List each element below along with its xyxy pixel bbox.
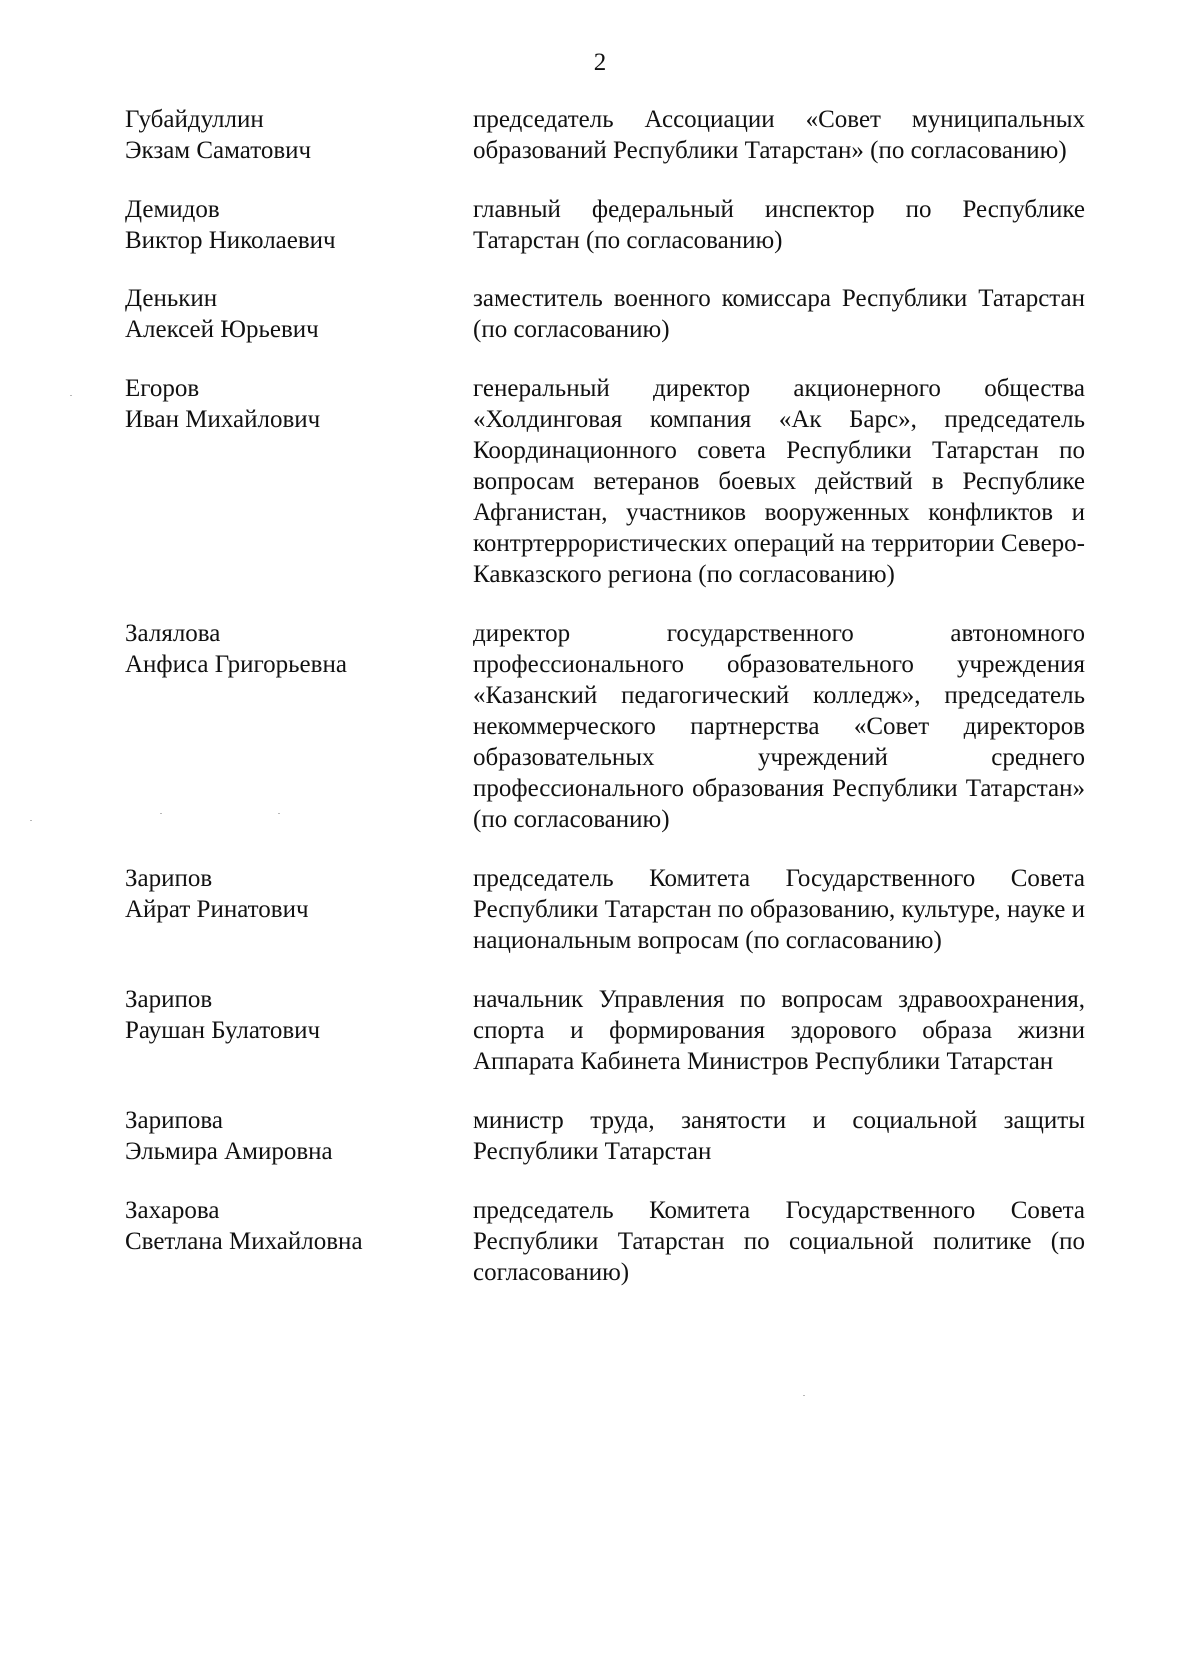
member-name xyxy=(125,104,473,166)
member-surname: Зарипова xyxy=(125,1107,223,1134)
member-name xyxy=(125,283,473,345)
member-position-text: министр труда, занятости и социальной защиты Республики Татарстан xyxy=(473,1107,1085,1165)
member-position xyxy=(473,373,1085,590)
member-position-text: начальник Управления по вопросам здравоохранения, спорта и формирования здорового образа жизни Аппарата Кабинета Министров Республики Татарстан xyxy=(473,986,1085,1075)
member-given-names: Эльмира Амировна xyxy=(125,1138,333,1165)
member-given-names: Светлана Михайловна xyxy=(125,1228,363,1255)
member-surname: Демидов xyxy=(125,196,220,223)
member-given-names: Анфиса Григорьевна xyxy=(125,651,347,678)
member-surname: Залялова xyxy=(125,620,221,647)
member-position xyxy=(473,104,1085,166)
member-name xyxy=(125,194,473,256)
member-surname: Денькин xyxy=(125,285,218,312)
member-position-text: председатель Ассоциации «Совет муниципальных образований Республики Татарстан» (по согласованию) xyxy=(473,106,1085,164)
member-given-names: Иван Михайлович xyxy=(125,406,321,433)
member-position xyxy=(473,283,1085,345)
member-position-text: председатель Комитета Государственного Совета Республики Татарстан по социальной политике (по согласованию) xyxy=(473,1197,1085,1286)
member-name xyxy=(125,373,473,435)
member-name xyxy=(125,984,473,1046)
member-entry xyxy=(125,373,1085,590)
member-position xyxy=(473,984,1085,1077)
scan-speck xyxy=(30,820,32,821)
page-number: 2 xyxy=(593,49,607,76)
member-given-names: Виктор Николаевич xyxy=(125,227,336,254)
member-given-names: Алексей Юрьевич xyxy=(125,316,319,343)
member-given-names: Экзам Саматович xyxy=(125,137,312,164)
member-surname: Захарова xyxy=(125,1197,220,1224)
member-entry xyxy=(125,194,1085,256)
member-position xyxy=(473,618,1085,835)
member-surname: Зарипов xyxy=(125,986,213,1013)
member-name xyxy=(125,863,473,925)
member-surname: Зарипов xyxy=(125,865,213,892)
member-surname: Губайдуллин xyxy=(125,106,264,133)
member-surname: Егоров xyxy=(125,375,200,402)
member-position-text: генеральный директор акционерного общества «Холдинговая компания «Ак Барс», председатель Координационного совета Республики Татарстан по вопросам ветеранов боевых действий в Республике Афганистан, участников вооруженных конфликтов и контртеррористических операций на территории Северо-Кавказского региона (по согласованию) xyxy=(473,375,1085,588)
scan-speck xyxy=(278,813,280,814)
member-entry xyxy=(125,1195,1085,1288)
member-entry xyxy=(125,618,1085,835)
member-entry xyxy=(125,984,1085,1077)
member-position xyxy=(473,1195,1085,1288)
member-position-text: главный федеральный инспектор по Республике Татарстан (по согласованию) xyxy=(473,196,1085,254)
scan-speck xyxy=(70,395,72,396)
member-entry xyxy=(125,863,1085,956)
member-name xyxy=(125,1195,473,1257)
member-entry xyxy=(125,1105,1085,1167)
member-position xyxy=(473,863,1085,956)
member-entry xyxy=(125,283,1085,345)
scan-speck xyxy=(160,813,162,814)
member-list xyxy=(125,104,1085,1288)
member-name xyxy=(125,1105,473,1167)
member-position xyxy=(473,1105,1085,1167)
scan-speck xyxy=(803,1395,805,1396)
member-position-text: заместитель военного комиссара Республики Татарстан (по согласованию) xyxy=(473,285,1085,343)
member-position-text: директор государственного автономного профессионального образовательного учреждения «Казанский педагогический колледж», председатель некоммерческого партнерства «Совет директоров образовательных учреждений среднего профессионального образования Республики Татарстан» (по согласованию) xyxy=(473,620,1085,833)
member-entry xyxy=(125,104,1085,166)
member-given-names: Айрат Ринатович xyxy=(125,896,309,923)
member-position-text: председатель Комитета Государственного Совета Республики Татарстан по образованию, культуре, науке и национальным вопросам (по согласованию) xyxy=(473,865,1085,954)
member-position xyxy=(473,194,1085,256)
member-given-names: Раушан Булатович xyxy=(125,1017,321,1044)
member-name xyxy=(125,618,473,680)
